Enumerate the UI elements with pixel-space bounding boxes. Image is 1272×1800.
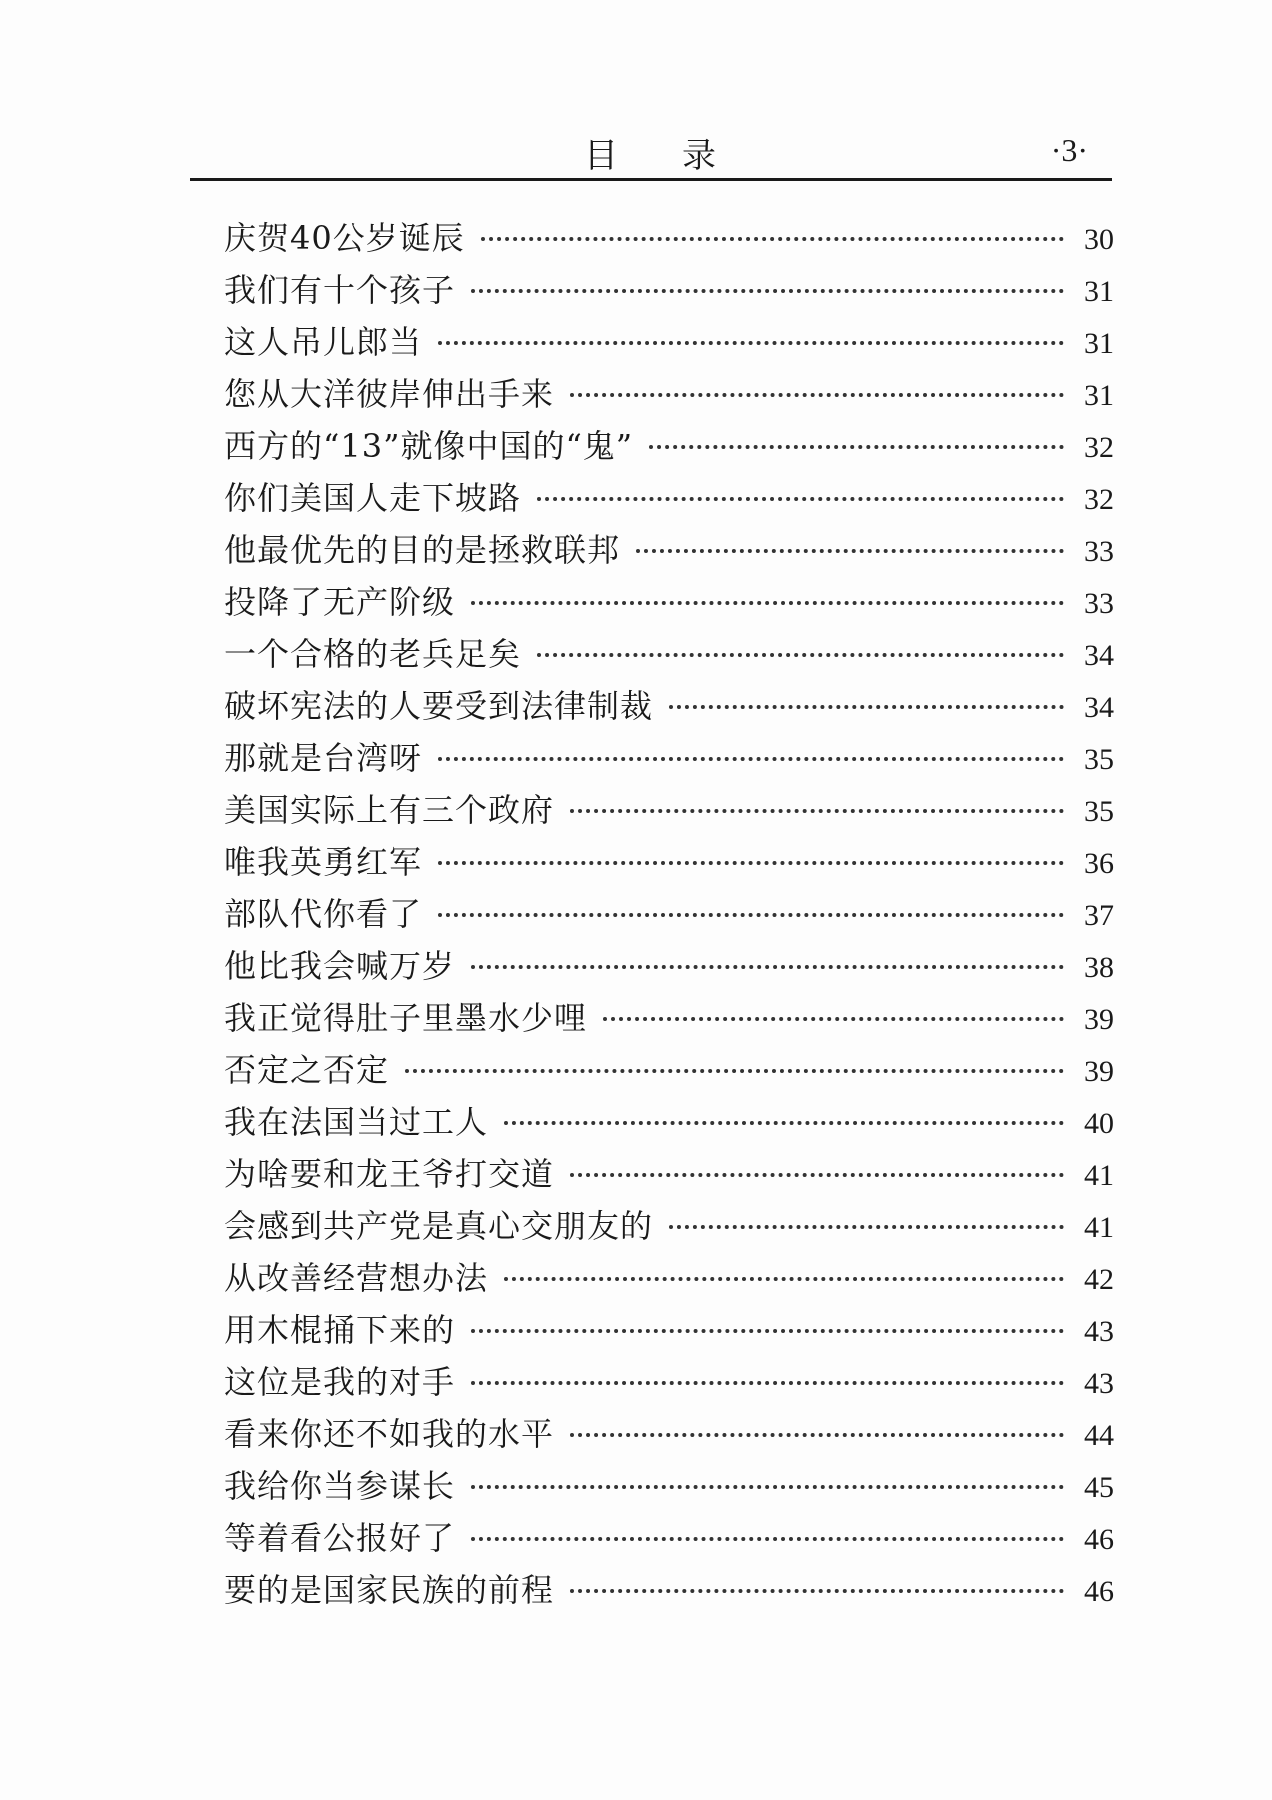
toc-entry-page: 40: [1084, 1107, 1114, 1140]
leader-dots: [471, 289, 1064, 293]
leader-dots: [570, 809, 1064, 813]
toc-entry: [224, 316, 1114, 368]
toc-entry-page: 35: [1084, 743, 1114, 776]
toc-entry-title: 等着看公报好了: [224, 1519, 456, 1557]
toc-entry: [224, 992, 1114, 1044]
toc-entry-page: 33: [1084, 587, 1114, 620]
toc-entry-title: 看来你还不如我的水平: [224, 1415, 555, 1453]
leader-dots: [669, 1225, 1064, 1229]
leader-dots: [471, 601, 1064, 605]
toc-entry: [224, 1356, 1114, 1408]
toc-entry: [224, 1096, 1114, 1148]
leader-dots: [438, 341, 1064, 345]
toc-entry-page: 43: [1084, 1315, 1114, 1348]
toc-entry: [224, 524, 1114, 576]
toc-entry-page: 44: [1084, 1419, 1114, 1452]
toc-entry-page: 38: [1084, 951, 1114, 984]
toc-entry-title: 部队代你看了: [224, 895, 423, 933]
toc-entry-title: 您从大洋彼岸伸出手来: [224, 375, 555, 413]
leader-dots: [438, 861, 1064, 865]
toc-entry: [224, 264, 1114, 316]
toc-entry: [224, 1408, 1114, 1460]
leader-dots: [636, 549, 1064, 553]
toc-entry: [224, 420, 1114, 472]
toc-entry: [224, 576, 1114, 628]
toc-entry-page: 46: [1084, 1575, 1114, 1608]
toc-entry-page: 42: [1084, 1263, 1114, 1296]
toc-entry: [224, 888, 1114, 940]
toc-entry-page: 35: [1084, 795, 1114, 828]
toc-entry-page: 37: [1084, 899, 1114, 932]
toc-entry-title: 这人吊儿郎当: [224, 323, 423, 361]
header-rule: [190, 178, 1112, 181]
toc-entry: [224, 1252, 1114, 1304]
toc-entry: [224, 1200, 1114, 1252]
toc-entry-title: 美国实际上有三个政府: [224, 791, 555, 829]
toc-entry: [224, 1148, 1114, 1200]
toc-entry-page: 33: [1084, 535, 1114, 568]
toc-entry-page: 31: [1084, 379, 1114, 412]
page-header: [190, 118, 1110, 178]
table-of-contents: [224, 212, 1114, 1616]
leader-dots: [570, 393, 1064, 397]
toc-entry-title: 我正觉得肚子里墨水少哩: [224, 999, 588, 1037]
toc-entry-page: 30: [1084, 223, 1114, 256]
toc-entry-title: 庆贺40公岁诞辰: [224, 219, 465, 257]
toc-entry-page: 45: [1084, 1471, 1114, 1504]
leader-dots: [471, 1537, 1064, 1541]
leader-dots: [570, 1173, 1064, 1177]
toc-entry-title: 他比我会喊万岁: [224, 947, 456, 985]
leader-dots: [603, 1017, 1064, 1021]
toc-entry: [224, 1512, 1114, 1564]
toc-entry: [224, 940, 1114, 992]
leader-dots: [537, 497, 1064, 501]
toc-entry-title: 我们有十个孩子: [224, 271, 456, 309]
toc-entry-title: 从改善经营想办法: [224, 1259, 489, 1297]
toc-entry-page: 36: [1084, 847, 1114, 880]
toc-entry-page: 43: [1084, 1367, 1114, 1400]
toc-entry: [224, 1460, 1114, 1512]
toc-entry-page: 32: [1084, 483, 1114, 516]
toc-entry-title: 西方的“13”就像中国的“鬼”: [224, 427, 634, 465]
toc-entry-title: 这位是我的对手: [224, 1363, 456, 1401]
toc-entry-page: 39: [1084, 1055, 1114, 1088]
leader-dots: [471, 1329, 1064, 1333]
leader-dots: [481, 237, 1064, 241]
toc-entry-title: 否定之否定: [224, 1051, 390, 1089]
toc-entry-title: 那就是台湾呀: [224, 739, 423, 777]
toc-entry-title: 用木棍捅下来的: [224, 1311, 456, 1349]
leader-dots: [504, 1277, 1064, 1281]
toc-entry-title: 会感到共产党是真心交朋友的: [224, 1207, 654, 1245]
toc-entry-title: 我给你当参谋长: [224, 1467, 456, 1505]
toc-entry-page: 34: [1084, 639, 1114, 672]
leader-dots: [471, 1381, 1064, 1385]
toc-entry: [224, 836, 1114, 888]
toc-entry: [224, 680, 1114, 732]
toc-entry-title: 要的是国家民族的前程: [224, 1571, 555, 1609]
leader-dots: [537, 653, 1064, 657]
leader-dots: [438, 913, 1064, 917]
toc-entry: [224, 784, 1114, 836]
toc-entry-page: 46: [1084, 1523, 1114, 1556]
toc-entry-title: 你们美国人走下坡路: [224, 479, 522, 517]
toc-entry-page: 34: [1084, 691, 1114, 724]
leader-dots: [669, 705, 1064, 709]
leader-dots: [504, 1121, 1064, 1125]
toc-entry-title: 一个合格的老兵足矣: [224, 635, 522, 673]
leader-dots: [570, 1589, 1064, 1593]
toc-entry-page: 41: [1084, 1211, 1114, 1244]
leader-dots: [649, 445, 1064, 449]
leader-dots: [471, 1485, 1064, 1489]
toc-entry-page: 31: [1084, 275, 1114, 308]
leader-dots: [405, 1069, 1064, 1073]
toc-entry-title: 为啥要和龙王爷打交道: [224, 1155, 555, 1193]
toc-entry-title: 我在法国当过工人: [224, 1103, 489, 1141]
leader-dots: [438, 757, 1064, 761]
toc-entry-title: 破坏宪法的人要受到法律制裁: [224, 687, 654, 725]
toc-entry-title: 唯我英勇红军: [224, 843, 423, 881]
toc-entry: [224, 368, 1114, 420]
toc-entry: [224, 472, 1114, 524]
toc-entry-page: 31: [1084, 327, 1114, 360]
toc-entry-title: 投降了无产阶级: [224, 583, 456, 621]
toc-entry: [224, 212, 1114, 264]
toc-entry-page: 39: [1084, 1003, 1114, 1036]
leader-dots: [471, 965, 1064, 969]
toc-entry: [224, 732, 1114, 784]
toc-entry: [224, 1044, 1114, 1096]
toc-entry: [224, 628, 1114, 680]
toc-entry-page: 41: [1084, 1159, 1114, 1192]
page-number: ·3·: [1050, 132, 1088, 168]
toc-entry: [224, 1564, 1114, 1616]
toc-entry-page: 32: [1084, 431, 1114, 464]
page-title: 目录: [584, 136, 780, 176]
leader-dots: [570, 1433, 1064, 1437]
toc-entry: [224, 1304, 1114, 1356]
toc-entry-title: 他最优先的目的是拯救联邦: [224, 531, 621, 569]
